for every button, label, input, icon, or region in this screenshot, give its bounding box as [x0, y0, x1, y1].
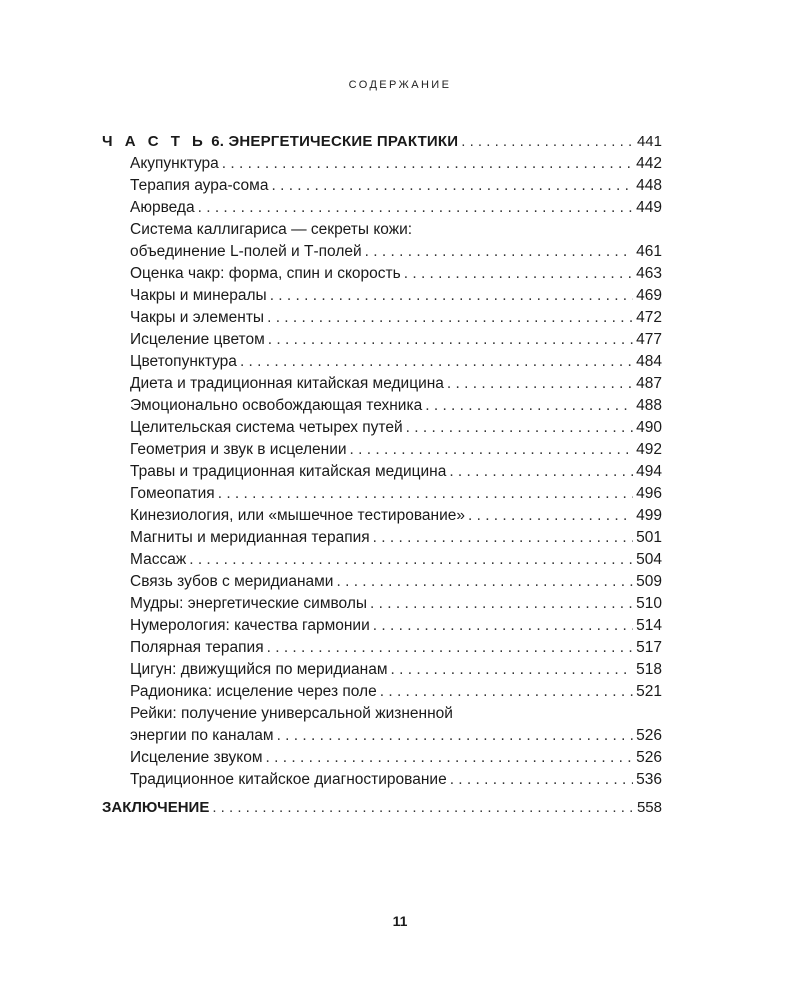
toc-entry-title: Диета и традиционная китайская медицина [130, 375, 444, 392]
dot-leader [380, 681, 633, 703]
toc-entry[interactable] [102, 725, 662, 747]
toc-entry-page-number: 442 [636, 155, 662, 172]
toc-entry[interactable] [102, 373, 662, 395]
toc-entry-title: Терапия аура-сома [130, 177, 269, 194]
toc-entry-title-line1: Система каллигариса — секреты кожи: [130, 221, 413, 238]
dot-leader [373, 527, 633, 549]
toc-entry-page-number: 484 [636, 353, 662, 370]
toc-entry[interactable] [102, 505, 662, 527]
part-number: 6. [206, 133, 229, 150]
dot-leader [240, 351, 633, 373]
dot-leader [198, 197, 633, 219]
toc-entry-title: Цигун: движущийся по меридианам [130, 661, 388, 678]
toc-entry[interactable] [102, 483, 662, 505]
toc-entry[interactable] [102, 637, 662, 659]
toc-entry-title: Чакры и элементы [130, 309, 265, 326]
toc-entry-page-number: 514 [636, 617, 662, 634]
dot-leader [277, 725, 633, 747]
dot-leader [222, 153, 633, 175]
dot-leader [266, 747, 634, 769]
toc-entry-page-number: 526 [636, 727, 662, 744]
toc-entry-line[interactable] [102, 219, 662, 241]
toc-entry-page-number: 469 [636, 287, 662, 304]
toc-entry-title: Чакры и минералы [130, 287, 267, 304]
dot-leader [218, 483, 633, 505]
toc-entry[interactable] [102, 395, 662, 417]
toc-entry[interactable] [102, 681, 662, 703]
part-page-number: 441 [636, 133, 662, 150]
toc-entry-page-number: 448 [636, 177, 662, 194]
toc-entry-title: Оценка чакр: форма, спин и скорость [130, 265, 401, 282]
dot-leader [370, 593, 633, 615]
toc-entry[interactable] [102, 571, 662, 593]
toc-entry-title: Традиционное китайское диагностирование [130, 771, 447, 788]
toc-entry[interactable] [102, 659, 662, 681]
conclusion-title: ЗАКЛЮЧЕНИЕ [102, 799, 210, 816]
part-title: ЭНЕРГЕТИЧЕСКИЕ ПРАКТИКИ [228, 133, 459, 150]
page-number: 11 [392, 913, 408, 929]
toc-entry-page-number: 461 [636, 243, 662, 260]
toc-entry-page-number: 536 [636, 771, 662, 788]
toc-entry-title: энергии по каналам [130, 727, 274, 744]
dot-leader [450, 769, 633, 791]
toc-entry-page-number: 494 [636, 463, 662, 480]
toc-entry-page-number: 496 [636, 485, 662, 502]
toc-entry[interactable] [102, 175, 662, 197]
toc-entry[interactable] [102, 747, 662, 769]
dot-leader [270, 285, 633, 307]
toc-entry-page-number: 488 [636, 397, 662, 414]
toc-entry[interactable] [102, 593, 662, 615]
toc-entry-title: Мудры: энергетические символы [130, 595, 368, 612]
toc-entry-page-number: 472 [636, 309, 662, 326]
toc-entry-title: Геометрия и звук в исцелении [130, 441, 347, 458]
toc-entry-title: Радионика: исцеление через поле [130, 683, 377, 700]
toc-entry-title-line1: Рейки: получение универсальной жизненной [130, 705, 453, 722]
toc-entry-page-number: 521 [636, 683, 662, 700]
toc-entry[interactable] [102, 461, 662, 483]
toc-conclusion[interactable] [102, 797, 662, 819]
toc-entry-title: Акупунктура [130, 155, 219, 172]
toc-entry[interactable] [102, 197, 662, 219]
toc-entry-title: Массаж [130, 551, 187, 568]
part-prefix: Ч А С Т Ь [102, 133, 207, 150]
toc-entry[interactable] [102, 153, 662, 175]
toc-entry[interactable] [102, 769, 662, 791]
toc-entry[interactable] [102, 417, 662, 439]
toc-entry[interactable] [102, 351, 662, 373]
toc-entry[interactable] [102, 439, 662, 461]
toc-entry[interactable] [102, 527, 662, 549]
dot-leader [267, 637, 633, 659]
dot-leader [189, 549, 633, 571]
toc-entry-page-number: 463 [636, 265, 662, 282]
dot-leader [449, 461, 633, 483]
dot-leader [447, 373, 633, 395]
toc-part-heading[interactable] [102, 131, 662, 153]
toc-entry-page-number: 510 [636, 595, 662, 612]
toc-entry-page-number: 487 [636, 375, 662, 392]
toc-entry-page-number: 499 [636, 507, 662, 524]
toc-entry-page-number: 477 [636, 331, 662, 348]
running-head: СОДЕРЖАНИЕ [348, 79, 452, 91]
dot-leader [468, 505, 633, 527]
dot-leader [404, 263, 633, 285]
dot-leader [390, 659, 633, 681]
toc-entry-title: Целительская система четырех путей [130, 419, 403, 436]
toc-entry-title: Гомеопатия [130, 485, 215, 502]
toc-entry[interactable] [102, 241, 662, 263]
dot-leader [212, 797, 633, 819]
toc-entry-title: Связь зубов с меридианами [130, 573, 334, 590]
dot-leader [425, 395, 633, 417]
toc-entry-page-number: 509 [636, 573, 662, 590]
toc-entry-title: объединение L-полей и Т-полей [130, 243, 362, 260]
dot-leader [267, 307, 633, 329]
dot-leader [271, 175, 633, 197]
toc-entry[interactable] [102, 615, 662, 637]
toc-entry-page-number: 449 [636, 199, 662, 216]
conclusion-page-number: 558 [636, 799, 662, 816]
toc-entry-page-number: 490 [636, 419, 662, 436]
toc-entry-title: Кинезиология, или «мышечное тестирование» [130, 507, 465, 524]
toc-entry-title: Исцеление звуком [130, 749, 263, 766]
toc-entry[interactable] [102, 549, 662, 571]
toc-entry-page-number: 501 [636, 529, 662, 546]
dot-leader [350, 439, 633, 461]
dot-leader [461, 131, 633, 153]
toc-entry-title: Нумерология: качества гармонии [130, 617, 370, 634]
toc-entry-page-number: 504 [636, 551, 662, 568]
toc-entry-page-number: 492 [636, 441, 662, 458]
toc-entry-title: Исцеление цветом [130, 331, 265, 348]
toc-entry-title: Эмоционально освобождающая техника [130, 397, 423, 414]
toc-entry-title: Цветопунктура [130, 353, 237, 370]
toc-entry[interactable] [102, 263, 662, 285]
toc-entry-title: Магниты и меридианная терапия [130, 529, 370, 546]
dot-leader [406, 417, 633, 439]
toc-entry-page-number: 518 [636, 661, 662, 678]
toc-entries [102, 153, 662, 791]
toc-entry-title: Травы и традиционная китайская медицина [130, 463, 447, 480]
toc-entry[interactable] [102, 285, 662, 307]
table-of-contents [102, 131, 662, 819]
toc-entry-title: Аюрведа [130, 199, 195, 216]
toc-entry-page-number: 526 [636, 749, 662, 766]
toc-entry[interactable] [102, 329, 662, 351]
toc-entry-page-number: 517 [636, 639, 662, 656]
dot-leader [373, 615, 633, 637]
dot-leader [365, 241, 633, 263]
part-label [102, 131, 458, 153]
dot-leader [336, 571, 633, 593]
toc-entry-line[interactable] [102, 703, 662, 725]
dot-leader [268, 329, 633, 351]
toc-entry-title: Полярная терапия [130, 639, 264, 656]
toc-entry[interactable] [102, 307, 662, 329]
